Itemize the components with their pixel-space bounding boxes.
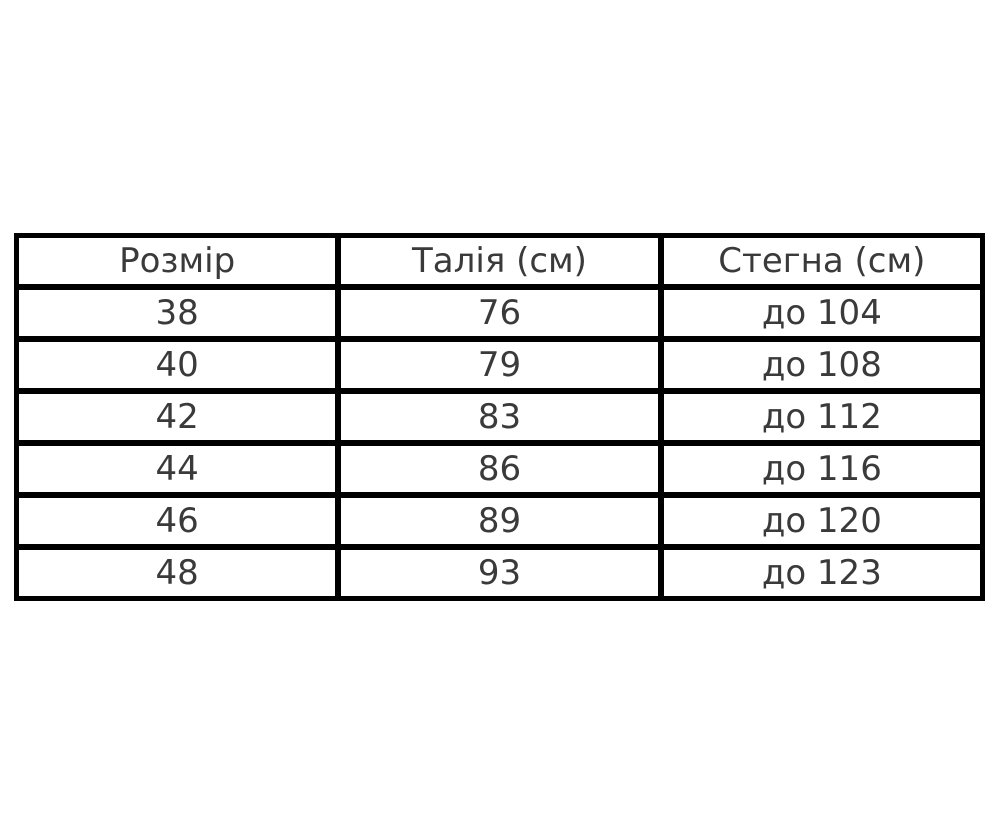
- size-chart-header: [16, 235, 983, 287]
- hips-cell: до 120: [661, 495, 983, 547]
- hips-cell: до 108: [661, 339, 983, 391]
- size-cell: 48: [16, 547, 338, 599]
- size-cell: 40: [16, 339, 338, 391]
- waist-cell: 76: [338, 287, 660, 339]
- table-row: [16, 495, 983, 547]
- column-header-size: Розмір: [16, 235, 338, 287]
- hips-cell: до 104: [661, 287, 983, 339]
- column-header-waist: Талія (см): [338, 235, 660, 287]
- hips-cell: до 116: [661, 443, 983, 495]
- size-chart-table: [14, 233, 985, 601]
- waist-cell: 93: [338, 547, 660, 599]
- table-row: [16, 547, 983, 599]
- column-header-hips: Стегна (см): [661, 235, 983, 287]
- hips-cell: до 123: [661, 547, 983, 599]
- waist-cell: 89: [338, 495, 660, 547]
- waist-cell: 83: [338, 391, 660, 443]
- waist-cell: 86: [338, 443, 660, 495]
- size-cell: 38: [16, 287, 338, 339]
- size-cell: 44: [16, 443, 338, 495]
- header-row: [16, 235, 983, 287]
- table-row: [16, 339, 983, 391]
- table-row: [16, 391, 983, 443]
- table-row: [16, 287, 983, 339]
- size-cell: 42: [16, 391, 338, 443]
- table-row: [16, 443, 983, 495]
- size-chart: [14, 233, 985, 601]
- size-chart-body: [16, 287, 983, 599]
- hips-cell: до 112: [661, 391, 983, 443]
- size-cell: 46: [16, 495, 338, 547]
- waist-cell: 79: [338, 339, 660, 391]
